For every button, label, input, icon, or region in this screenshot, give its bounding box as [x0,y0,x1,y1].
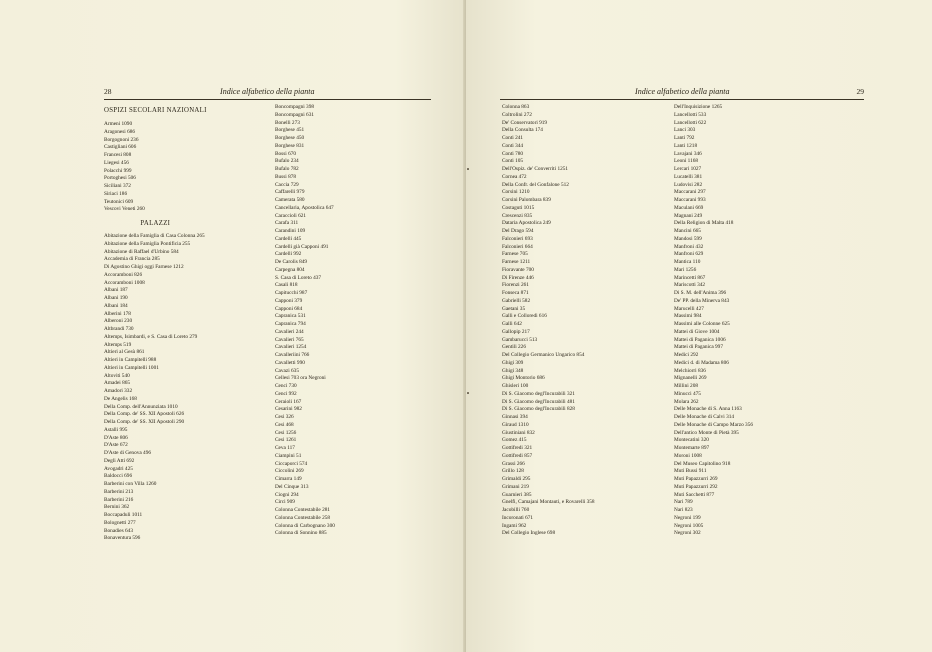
index-entry: Accoramboni 826 [104,271,143,278]
index-entry: Dataria Apostolica 249 [502,220,551,227]
index-entry: Gambarucci 513 [502,336,538,343]
index-entry: Boncompagni 631 [275,111,314,118]
index-entry: De' Conservatori 919 [502,119,548,126]
index-entry: Caffarelli 979 [275,189,305,196]
index-entry: Ciampini 51 [275,452,302,459]
index-entry: Altieri in Campitelli 988 [104,357,157,363]
index-entry: Della Comp. de' SS. XII Apostoli 290 [104,419,185,425]
index-entry: Costaguti 1015 [502,204,535,211]
index-entry: Crescenzi 835 [502,212,533,219]
index-entry: Grimaldi 295 [502,476,531,482]
index-entry: Bolognetti 277 [104,519,136,526]
right-column-2 [674,104,753,538]
index-entry: Caraccioli 621 [275,212,307,219]
left-page [0,0,465,652]
index-entry: Lanci 303 [674,127,696,134]
index-entry: Giustiniani 832 [502,429,535,436]
index-entry: Coltrolini 272 [502,111,532,118]
index-entry: Capranica 531 [275,313,306,320]
index-entry: Cesi 468 [275,421,294,428]
index-entry: Accademia di Francia 285 [104,256,160,263]
page-number: 28 [104,87,112,96]
index-entry: Capitucchi 987 [275,290,308,296]
index-entry: Muti Bussi 911 [674,468,707,475]
index-entry: Alberini 178 [104,310,131,317]
index-entry: Cenci 730 [275,383,297,389]
index-entry: Ghigi 309 [502,359,524,366]
index-entry: Barberini 213 [104,488,134,495]
page-number: 29 [856,87,864,96]
index-entry: Lucatelli 381 [674,173,703,180]
index-entry: Cavalleriini 766 [275,352,310,358]
index-entry: Bufalo 234 [275,158,299,165]
index-entry: Montecatini 320 [674,437,709,444]
index-entry: Cavalieri 244 [275,328,304,335]
index-entry: Armeni 1090 [104,121,133,127]
print-mark [467,392,469,394]
index-entry: Carandini 109 [275,228,306,234]
index-entry: Accoramboni 1008 [104,279,145,286]
index-entry: Maccarani 297 [674,189,706,196]
index-entry: Corsini 1210 [502,189,530,196]
left-column-2 [275,104,335,538]
index-entry: Cavalieri 1254 [275,344,307,351]
index-entry: Cardelli già Capponi 491 [275,243,329,250]
index-entry: Polacchi 999 [104,167,132,174]
index-entry: Fiorenzi 261 [502,282,529,289]
index-entry: Ghisleri 100 [502,383,529,389]
index-entry: Bussi 878 [275,173,297,180]
index-entry: Baldocci 696 [104,473,133,480]
index-entry: Bonelli 273 [275,119,300,126]
index-entry: Ceva 117 [275,445,295,451]
index-entry: Falconieri 664 [502,243,533,250]
index-entry: Altoviti 540 [104,372,130,379]
index-entry: Della Confr. del Gonfalone 512 [502,181,569,188]
index-entry: Gnelfi, Camajani Montauti, e Rovarelli 358 [502,499,595,506]
index-entry: Grillo 128 [502,468,524,475]
index-entry: Barberini con Villa 1260 [104,481,157,487]
index-entry: Gottifredi 857 [502,452,533,459]
index-entry: Portoghesi 506 [104,175,136,182]
index-entry: Galli 642 [502,321,522,327]
index-entry: Marincetti 867 [674,274,706,281]
index-entry: Muti Papazzurri 292 [674,483,718,490]
index-entry: Teutonici 609 [104,198,134,205]
index-entry: Ingami 962 [502,522,527,529]
index-entry: Ghigi Montorio 686 [502,375,545,382]
index-entry: Farnese 1211 [502,259,531,265]
index-entry: Gaetani 35 [502,305,526,312]
right-column-1 [502,104,595,538]
index-entry: D'Aste di Genova 496 [104,450,151,456]
header-rule [104,99,431,100]
index-entry: Gomez 415 [502,437,527,444]
index-entry: Del Collegio Germanico Ungarico 854 [502,352,585,358]
index-entry: De' PP. della Minerva 843 [674,297,730,304]
index-entry: Siriaci 186 [104,190,128,197]
index-entry: Capranica 794 [275,321,306,327]
index-entry: Grimani 219 [502,483,529,490]
index-entry: Cesi 1261 [275,437,297,444]
index-entry: Carpegna 804 [275,266,305,273]
left-column-1 [104,105,207,543]
index-entry: Giraud 1310 [502,421,529,428]
index-entry: Cancellaria, Apostolica 647 [275,204,334,211]
index-entry: Cardelli 445 [275,235,302,242]
index-entry: Minucci 475 [674,390,701,397]
index-entry: Mantica 110 [674,259,701,265]
right-page [466,0,932,652]
index-entry: Dell'antico Monte di Pietà 395 [674,429,739,436]
index-entry: Albani 190 [104,295,128,301]
index-entry: Capponi 684 [275,305,303,312]
index-entry: Fonseca 871 [502,290,529,296]
index-entry: Negroni 302 [674,530,701,537]
index-entry: Cimarra 149 [275,476,302,482]
index-entry: S. Casa di Loreto 437 [275,274,322,281]
index-entry: Altbrandi 730 [104,326,134,332]
index-entry: Della Comp. dell'Annunziata 1010 [104,403,178,410]
index-entry: Massimi alle Colonne 625 [674,321,730,327]
index-entry: Barberini 216 [104,496,134,503]
running-title: Indice alfabetico della pianta [220,87,315,96]
index-entry: Jacobilli 760 [502,507,530,513]
index-entry: Cardelli 992 [275,251,302,258]
index-entry: Amadori 332 [104,388,133,394]
index-entry: Lanti 1218 [674,142,698,149]
index-entry: Siciliani 372 [104,183,131,189]
index-entry: Ginnasi 394 [502,414,528,420]
index-entry: Grassi 266 [502,460,525,467]
index-entry: Di S. Giacomo degl'Incurabili 828 [502,406,575,413]
index-entry: Medici d. di Madama 806 [674,359,729,366]
index-entry: Cesi 326 [275,414,294,420]
index-entry: D'Aste 672 [104,442,128,449]
index-entry: Gabrielli 582 [502,297,531,304]
index-entry: Ghigi 348 [502,367,524,374]
index-entry: Vescovi Veneti 260 [104,206,145,213]
index-entry: Colonna 863 [502,104,530,110]
right-page-header [500,87,864,96]
index-entry: Abitazione della Famiglia Pontificia 255 [104,240,191,247]
index-entry: D'Aste 806 [104,434,128,441]
index-entry: Mandosi 599 [674,235,702,242]
index-entry: Millini 208 [674,383,698,389]
index-entry: Colonna Contestabile 281 [275,507,331,513]
index-entry: Del Cinque 313 [275,483,309,490]
index-entry: Degli Atti 692 [104,457,135,464]
index-entry: Lancellotti 622 [674,119,707,126]
index-entry: Bossi 670 [275,150,297,157]
print-mark [467,168,469,170]
index-entry: Francesi 808 [104,152,132,158]
index-entry: Conti 344 [502,142,524,149]
index-entry: Aragonesi 686 [104,128,136,135]
index-entry: Bernini 362 [104,504,130,511]
index-entry: Liegesi 456 [104,159,129,166]
index-entry: Incoronati 671 [502,514,534,521]
entry-list [104,233,207,543]
index-entry: Ceraioli 167 [275,398,302,405]
index-entry: Gentili 226 [502,344,526,351]
index-entry: Farnese 705 [502,251,528,258]
index-entry: Dell'Inquisizione 1265 [674,104,723,110]
index-entry: Moroni 1008 [674,452,702,459]
index-entry: Magnani 249 [674,212,703,219]
running-title: Indice alfabetico della pianta [635,87,730,96]
index-entry: Melchiorri 836 [674,367,706,374]
index-entry: Camerata 580 [275,197,305,203]
index-entry: Di Agostino Ghigi oggi Farnese 1212 [104,264,184,270]
index-entry: Cesarini 982 [275,406,302,413]
index-entry: Colonna Contestabile 258 [275,514,331,521]
index-entry: Mattei di Giove 1004 [674,328,720,335]
index-entry: Muti Papazzurri 269 [674,476,718,482]
index-entry: Lancellotti 533 [674,111,707,118]
index-entry: Delle Monache di Campo Marzo 356 [674,421,753,428]
index-entry: Fioravante 700 [502,266,534,273]
index-entry: Leoni 1168 [674,158,699,165]
index-entry: Nari 789 [674,499,693,506]
index-entry: Del Collegio Inglese 698 [502,530,556,537]
index-entry: Falconieri 693 [502,235,533,242]
index-entry: De Angelis 168 [104,395,137,402]
index-entry: Circi 909 [275,499,295,506]
index-entry: Montemarte 897 [674,445,710,451]
index-entry: Colonna di Sonnino 885 [275,530,327,537]
index-entry: Del Museo Capitolino 918 [674,460,731,467]
index-entry: Abitazione della Famiglia di Casa Colonna 265 [104,233,205,239]
index-entry: Molara 262 [674,398,699,405]
entry-list [104,121,207,214]
index-entry: Cellesi 703 ora Negroni [275,375,326,382]
section-title: OSPIZI SECOLARI NAZIONALI [104,107,207,114]
index-entry: Maccarani 993 [674,197,706,203]
index-entry: Bonaventura 596 [104,535,141,542]
index-entry: Capponi 379 [275,297,303,304]
index-entry: Colonna di Carbognano 300 [275,522,335,529]
index-entry: Galli e Colloredi 616 [502,313,547,320]
index-entry: Mattei di Paganica 1006 [674,336,726,343]
index-entry: Conti 105 [502,158,524,165]
left-page-header [104,87,431,96]
index-entry: Del Drago 594 [502,228,534,234]
index-entry: Conti 241 [502,135,524,141]
index-entry: Boncompagni 398 [275,104,314,110]
index-entry: Castigliani 606 [104,144,137,151]
index-entry: Cavalletti 990 [275,359,305,366]
index-entry: Cornea 472 [502,173,527,180]
index-entry: Dell'Ospiz. de' Converriti 1251 [502,166,569,172]
index-entry: Corsini Palombara 839 [502,197,551,203]
index-entry: Albani 184 [104,302,128,309]
index-entry: Boccapaduli 1011 [104,512,143,518]
index-entry: Nari 823 [674,507,693,513]
index-entry: Di S. M. dell'Anima 396 [674,290,727,296]
index-entry: Altieri al Gesù 861 [104,349,145,356]
index-entry: Gallopip 217 [502,328,530,335]
index-entry: Medici 292 [674,352,699,358]
index-entry: Amadei 865 [104,380,131,387]
index-entry: Carafa 311 [275,220,299,227]
index-entry: Di Firenze 446 [502,274,534,281]
index-entry: Negroni 199 [674,514,701,521]
index-entry: Muti Sacchetti 877 [674,491,715,498]
index-entry: Caccia 729 [275,181,299,188]
index-entry: Avogadri 425 [104,465,133,472]
index-entry: Borghese 450 [275,135,305,141]
index-entry: Lercari 1027 [674,166,702,172]
index-entry: Della Religion di Malta 418 [674,220,734,227]
index-entry: Abitazione di Raffael d'Urbino 584 [104,248,179,255]
index-entry: Cavazi 635 [275,367,299,374]
index-entry: Cenci 992 [275,390,297,397]
index-entry: Altemps, Isimbardi, e S. Casa di Loreto 279 [104,333,198,340]
section-title: PALAZZI [140,220,171,227]
index-entry: Guarnieri 385 [502,491,532,498]
index-entry: Maculani 669 [674,204,704,211]
index-entry: Mattei di Paganica 997 [674,344,723,351]
index-entry: Lanti 792 [674,135,695,141]
index-entry: Altemps 519 [104,341,132,348]
index-entry: Astalli 995 [104,426,128,433]
index-entry: Borgognoni 236 [104,136,139,143]
index-entry: Negroni 1005 [674,522,704,529]
index-entry: Massimi 984 [674,313,702,320]
index-entry: Della Consulta 174 [502,127,543,134]
index-entry: Mancini 665 [674,228,701,234]
index-entry: Alberoni 230 [104,318,133,325]
index-entry: Di S. Giacomo degl'Incurabili 321 [502,390,575,397]
index-entry: Cavalieri 765 [275,336,304,343]
index-entry: Borghese 831 [275,142,305,149]
index-entry: Manfroni 432 [674,243,704,250]
index-entry: Borghese 451 [275,127,305,134]
index-entry: Bonadies 643 [104,527,133,534]
index-entry: Albani 187 [104,287,128,294]
index-entry: Di S. Giacomo degl'Incurabili 481 [502,398,575,405]
index-entry: Ciogni 294 [275,491,299,498]
index-entry: Della Comp. de' SS. XII Apostoli 626 [104,411,185,418]
index-entry: Lavajani 346 [674,150,702,157]
index-entry: Ciccolini 269 [275,468,304,475]
index-entry: Bufalo 782 [275,166,299,172]
index-entry: Casali 818 [275,282,298,289]
index-entry: Mari 1256 [674,266,697,273]
index-entry: Delle Monache di S. Anna 1163 [674,406,742,413]
index-entry: De Carolis 849 [275,259,308,265]
header-rule [500,99,864,100]
index-entry: Ludovisi 282 [674,181,703,188]
index-entry: Marucelli 427 [674,305,704,312]
index-entry: Gottifredi 321 [502,445,533,451]
index-entry: Conti 780 [502,150,524,157]
index-entry: Mignanelli 269 [674,375,707,382]
index-entry: Cesi 1256 [275,429,297,436]
index-entry: Ciccaporci 574 [275,460,308,467]
index-entry: Manfroni 629 [674,251,704,258]
index-entry: Mariscotti 342 [674,282,706,289]
index-entry: Altieri in Campitelli 1001 [104,364,159,371]
index-entry: Delle Monache di Calvi 314 [674,414,735,420]
